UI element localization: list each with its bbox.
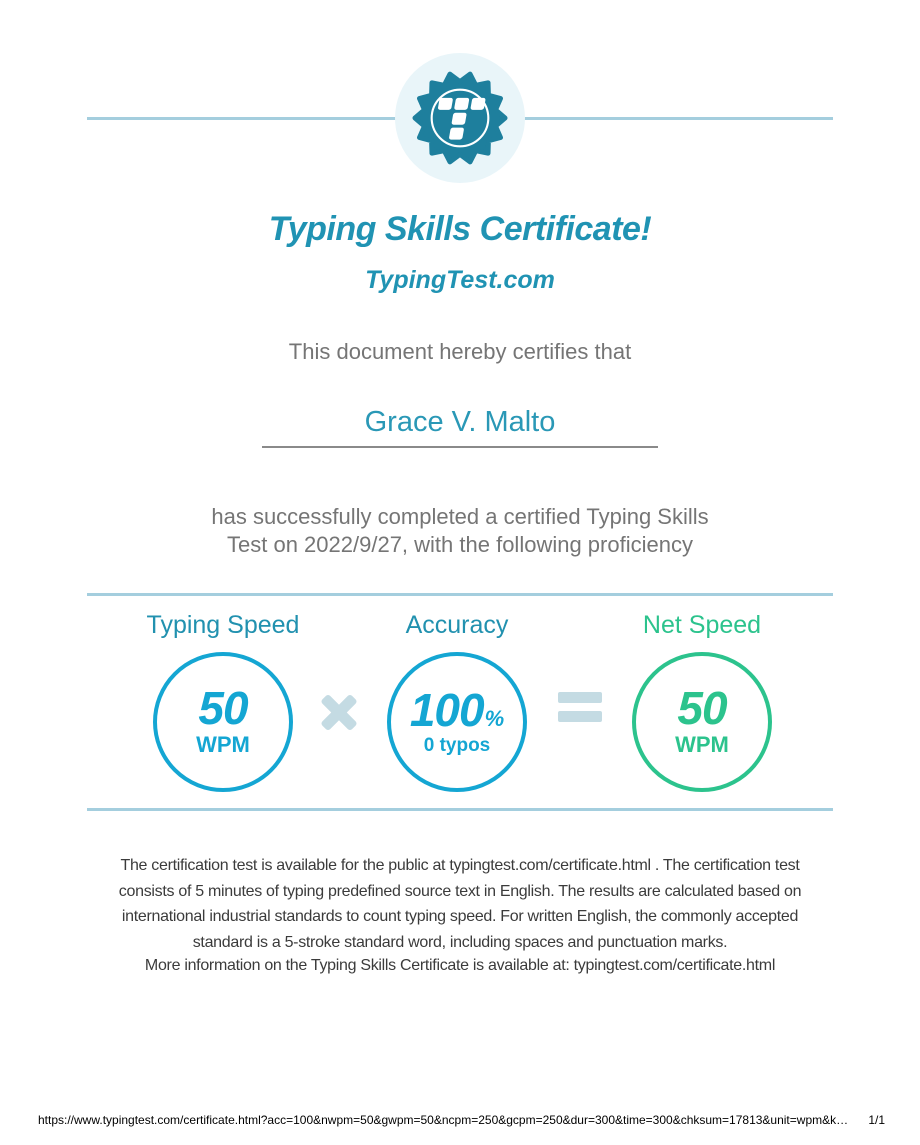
stats-bottom-divider bbox=[87, 808, 833, 811]
completion-line-2: Test on 2022/9/27, with the following proficiency bbox=[227, 531, 693, 557]
percent-symbol: % bbox=[484, 705, 505, 731]
completion-text bbox=[0, 503, 920, 558]
net-speed-value: 50 bbox=[677, 682, 727, 734]
description-line: The certification test is available for the public at typingtest.com/certificate.html . The certification test bbox=[120, 857, 800, 874]
recipient-name-underline bbox=[262, 446, 658, 448]
typing-speed-label: Typing Speed bbox=[146, 611, 300, 639]
accuracy-typos-detail: 0 typos bbox=[423, 734, 491, 756]
description-line: standard is a 5-stroke standard word, including spaces and punctuation marks. bbox=[192, 933, 728, 951]
stats-top-divider bbox=[87, 593, 833, 596]
site-name: TypingTest.com bbox=[365, 266, 555, 294]
certification-description bbox=[0, 853, 920, 955]
description-line: international industrial standards to count typing speed. For written English, the commonly accepted bbox=[121, 908, 799, 925]
net-speed-circle bbox=[632, 652, 772, 792]
more-info-text: More information on the Typing Skills Certificate is available at: typingtest.com/certificate.html bbox=[144, 957, 776, 974]
accuracy-circle bbox=[387, 652, 527, 792]
typing-speed-unit: WPM bbox=[196, 732, 250, 757]
print-footer-page-indicator: 1/1 bbox=[868, 1113, 885, 1127]
description-line: consists of 5 minutes of typing predefined source text in English. The results are calculated based on bbox=[118, 882, 802, 900]
net-speed-unit: WPM bbox=[675, 732, 729, 757]
certifies-intro-text: This document hereby certifies that bbox=[288, 339, 632, 364]
accuracy-value: 100 bbox=[409, 683, 484, 736]
net-speed-label: Net Speed bbox=[642, 611, 762, 639]
completion-line-1: has successfully completed a certified Typing Skills bbox=[211, 504, 709, 529]
typingtest-badge-icon bbox=[412, 70, 508, 166]
typing-speed-circle bbox=[153, 652, 293, 792]
multiply-icon bbox=[322, 695, 356, 729]
equals-icon bbox=[558, 692, 602, 722]
recipient-name: Grace V. Malto bbox=[364, 406, 556, 438]
print-footer-url: https://www.typingtest.com/certificate.html?acc=100&nwpm=50&gwpm=50&ncpm=250&gcpm=250&dur=300&time=300&chksum=17813&unit=wpm&k… bbox=[38, 1113, 849, 1127]
accuracy-label: Accuracy bbox=[405, 611, 509, 639]
certificate-title: Typing Skills Certificate! bbox=[268, 210, 652, 248]
typing-speed-value: 50 bbox=[198, 682, 248, 734]
